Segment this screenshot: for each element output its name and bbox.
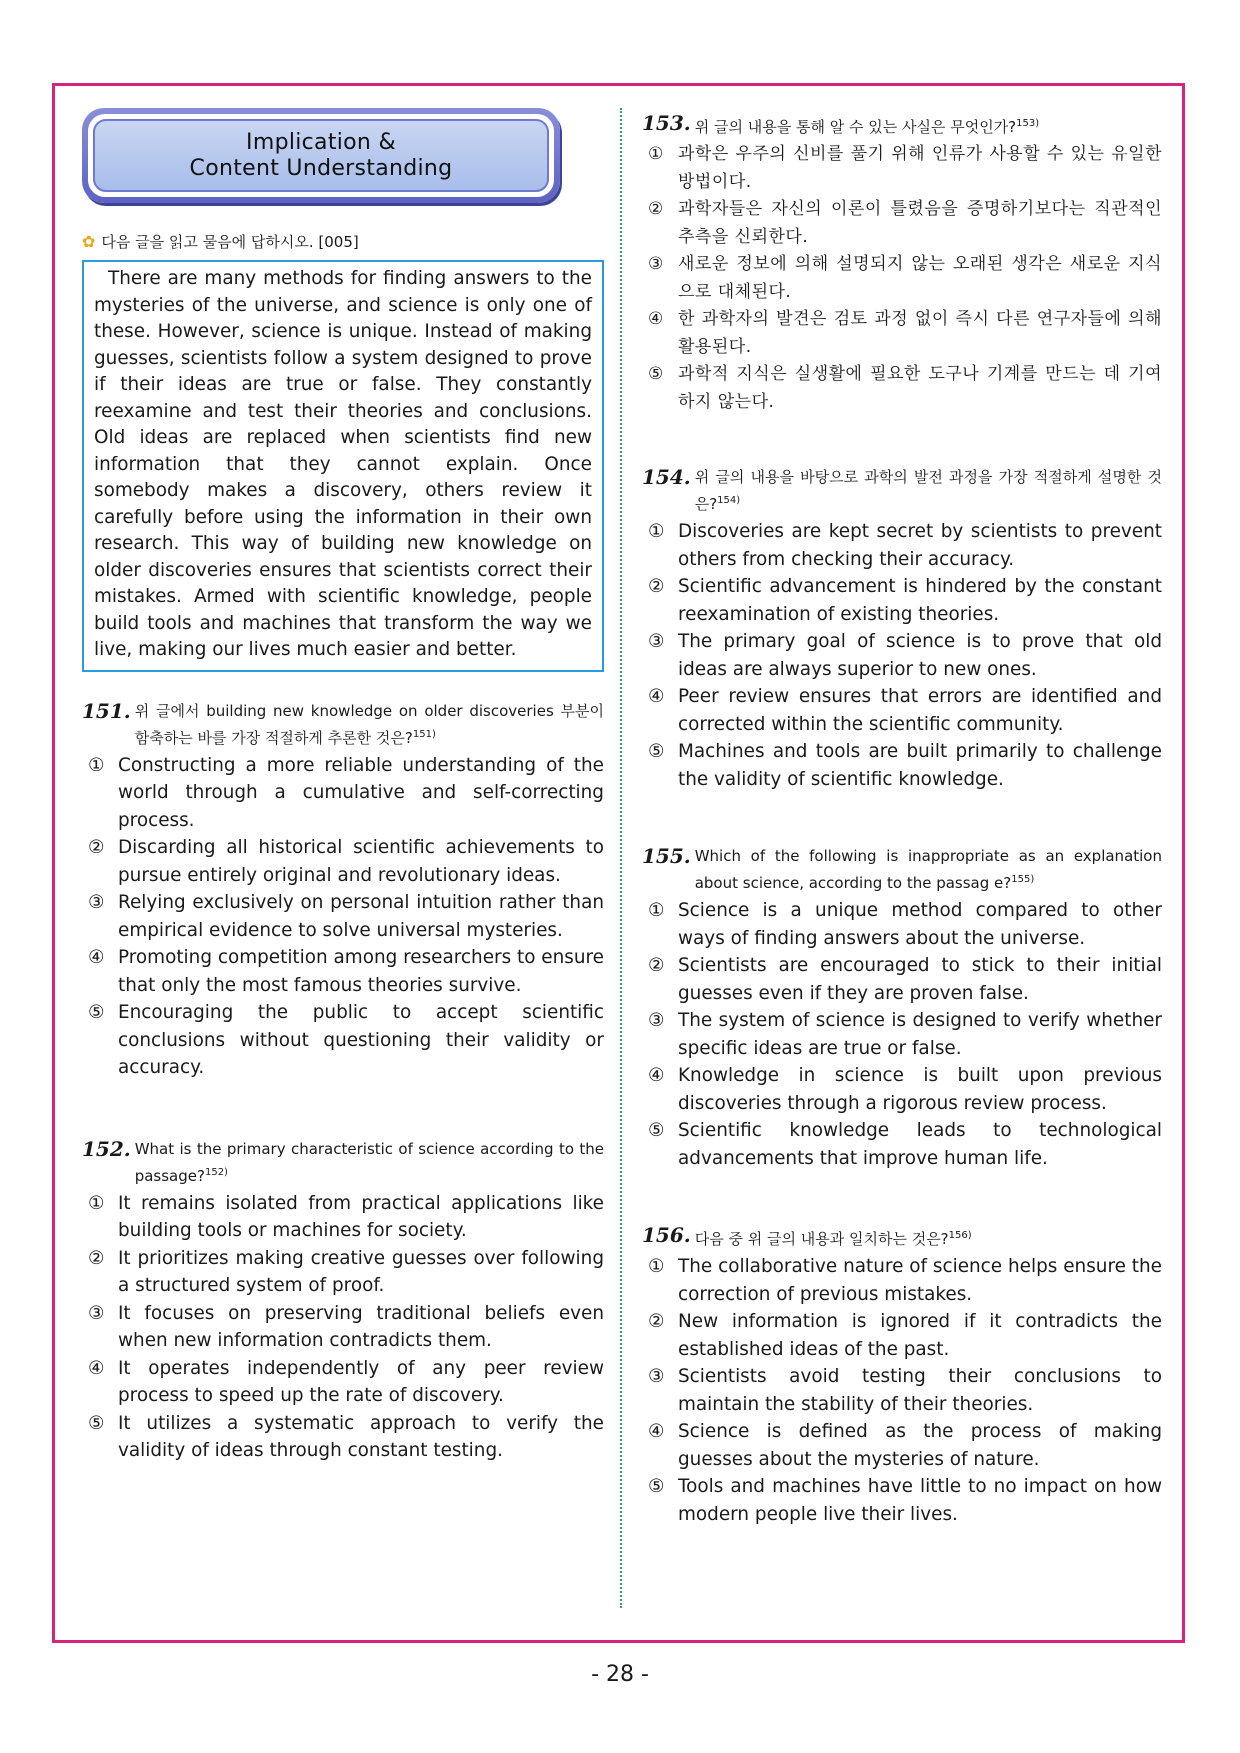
- answer-option: [642, 251, 1162, 306]
- option-marker: ①: [648, 521, 665, 542]
- section-banner: [82, 108, 560, 203]
- answer-option: [82, 1355, 604, 1410]
- question-stem: [642, 112, 1162, 139]
- answer-option: [642, 738, 1162, 793]
- option-text: 새로운 정보에 의해 설명되지 않는 오래된 생각은 새로운 지식으로 대체된다.: [678, 254, 1162, 302]
- question-text: 위 글의 내용을 통해 알 수 있는 사실은 무엇인가?: [694, 118, 1017, 136]
- footnote-ref: 155): [1011, 874, 1035, 885]
- footnote-ref: 153): [1016, 118, 1040, 129]
- question-text: 위 글의 내용을 바탕으로 과학의 발전 과정을 가장 적절하게 설명한 것은?: [694, 468, 1162, 513]
- option-text: Promoting competition among researchers to ensure that only the most famous theories survive.: [118, 947, 604, 996]
- option-marker: ①: [648, 900, 665, 921]
- option-text: Machines and tools are built primarily to challenge the validity of scientific knowledge.: [678, 741, 1162, 790]
- option-text: It operates independently of any peer review process to speed up the rate of discovery.: [118, 1357, 604, 1406]
- question-text-wrap: [135, 1138, 604, 1188]
- answer-option: [642, 952, 1162, 1007]
- option-text: Scientists avoid testing their conclusions to maintain the stability of their theories.: [678, 1366, 1162, 1415]
- option-marker: ②: [648, 199, 664, 219]
- answer-option: [642, 306, 1162, 361]
- option-marker: ⑤: [88, 1412, 105, 1434]
- answer-option: [642, 141, 1162, 196]
- answer-option: [642, 1117, 1162, 1172]
- option-text: It focuses on preserving traditional beliefs even when new information contradicts them.: [118, 1302, 604, 1351]
- banner-line-1: Implication &: [246, 129, 396, 155]
- option-text: Scientists are encouraged to stick to their initial guesses even if they are proven false.: [678, 955, 1162, 1004]
- question-text-wrap: [695, 1224, 1162, 1251]
- answer-option: [82, 1300, 604, 1355]
- option-text: New information is ignored if it contradicts the established ideas of the past.: [678, 1311, 1162, 1360]
- instruction: [82, 231, 604, 252]
- banner-line-2: Content Understanding: [189, 155, 453, 181]
- option-marker: ③: [648, 631, 665, 652]
- instruction-text: 다음 글을 읽고 물음에 답하시오. [005]: [101, 233, 359, 251]
- column-divider: [620, 108, 622, 1608]
- option-marker: ⑤: [648, 1120, 665, 1141]
- answer-option: [82, 889, 604, 944]
- answer-option: [642, 1007, 1162, 1062]
- answer-option: [642, 897, 1162, 952]
- footnote-ref: 156): [948, 1230, 972, 1241]
- question-153: [642, 112, 1162, 416]
- answer-option: [82, 1245, 604, 1300]
- option-marker: ⑤: [648, 741, 665, 762]
- answer-option: [642, 518, 1162, 573]
- option-marker: ④: [648, 309, 664, 329]
- question-stem: [642, 466, 1162, 516]
- question-number: 153.: [642, 111, 691, 135]
- option-text: Peer review ensures that errors are identified and corrected within the scientific community.: [678, 686, 1162, 735]
- answer-option: [82, 1190, 604, 1245]
- option-text: 과학은 우주의 신비를 풀기 위해 인류가 사용할 수 있는 유일한 방법이다.: [678, 144, 1162, 192]
- footnote-ref: 152): [204, 1166, 228, 1178]
- question-number: 156.: [642, 1223, 691, 1247]
- option-marker: ⑤: [88, 1002, 105, 1023]
- options-list: [642, 518, 1162, 793]
- option-marker: ①: [648, 1256, 665, 1277]
- question-number: 152.: [82, 1136, 131, 1161]
- question-text-wrap: [695, 845, 1162, 895]
- option-marker: ③: [648, 1366, 665, 1387]
- option-text: Discarding all historical scientific achievements to pursue entirely original and revolutionary ideas.: [118, 837, 604, 886]
- question-number: 154.: [642, 465, 691, 489]
- options-list: [82, 1190, 604, 1465]
- question-151: [82, 700, 604, 1082]
- question-text-wrap: [695, 466, 1162, 516]
- answer-option: [82, 752, 604, 835]
- flower-icon: ✿: [82, 232, 96, 251]
- option-text: It prioritizes making creative guesses over following a structured system of proof.: [118, 1247, 604, 1296]
- page-number: - 28 -: [591, 1662, 649, 1687]
- option-text: Encouraging the public to accept scientific conclusions without questioning their validity or accuracy.: [118, 1002, 604, 1078]
- option-marker: ④: [648, 686, 665, 707]
- question-154: [642, 466, 1162, 793]
- option-marker: ⑤: [648, 1476, 665, 1497]
- answer-option: [642, 1418, 1162, 1473]
- answer-option: [642, 573, 1162, 628]
- option-text: 과학자들은 자신의 이론이 틀렸음을 증명하기보다는 직관적인 추측을 신뢰한다.: [678, 199, 1162, 247]
- option-marker: ⑤: [648, 364, 664, 384]
- question-152: [82, 1138, 604, 1465]
- options-list: [642, 1253, 1162, 1528]
- option-text: Knowledge in science is built upon previous discoveries through a rigorous review process.: [678, 1065, 1162, 1114]
- option-marker: ④: [88, 1357, 105, 1379]
- option-marker: ④: [648, 1065, 665, 1086]
- option-text: Science is a unique method compared to other ways of finding answers about the universe.: [678, 900, 1162, 949]
- option-text: Discoveries are kept secret by scientists to prevent others from checking their accuracy.: [678, 521, 1162, 570]
- footnote-ref: 154): [717, 495, 741, 506]
- question-number: 151.: [82, 698, 131, 723]
- options-list: [82, 752, 604, 1082]
- option-marker: ③: [88, 892, 105, 913]
- option-marker: ④: [648, 1421, 665, 1442]
- question-stem: [82, 1138, 604, 1188]
- answer-option: [642, 683, 1162, 738]
- question-number: 155.: [642, 844, 691, 868]
- passage-text: There are many methods for finding answers to the mysteries of the universe, and science is only one of these. However, science is unique. Instead of making guesses, scientists follow a system designed to prove if their ideas are true or false. They constantly reexamine and test their theories and conclusions. Old ideas are replaced when scientists find new information that they cannot explain. Once somebody makes a discovery, others review it carefully before using the information in their own research. This way of building new knowledge on older discoveries ensures that scientists correct their mistakes. Armed with scientific knowledge, people build tools and machines that transform the way we live, making our lives much easier and better.: [94, 268, 592, 660]
- option-marker: ②: [88, 837, 105, 858]
- options-list: [642, 141, 1162, 416]
- question-155: [642, 845, 1162, 1172]
- question-text-wrap: [695, 112, 1162, 139]
- answer-option: [642, 628, 1162, 683]
- option-marker: ③: [648, 1010, 665, 1031]
- option-marker: ②: [648, 576, 665, 597]
- option-marker: ①: [88, 754, 105, 776]
- question-text: 다음 중 위 글의 내용과 일치하는 것은?: [694, 1230, 949, 1248]
- question-stem: [642, 1224, 1162, 1251]
- answer-option: [82, 834, 604, 889]
- option-marker: ①: [648, 144, 664, 164]
- answer-option: [82, 1410, 604, 1465]
- question-text: What is the primary characteristic of science according to the passage?: [134, 1139, 604, 1185]
- reading-passage: [82, 260, 604, 672]
- question-stem: [82, 700, 604, 750]
- option-text: Science is defined as the process of making guesses about the mysteries of nature.: [678, 1421, 1162, 1470]
- answer-option: [642, 1363, 1162, 1418]
- option-marker: ④: [88, 947, 105, 968]
- option-text: The primary goal of science is to prove that old ideas are always superior to new ones.: [678, 631, 1162, 680]
- option-text: It utilizes a systematic approach to verify the validity of ideas through constant testing.: [118, 1412, 604, 1461]
- answer-option: [642, 1253, 1162, 1308]
- option-text: The collaborative nature of science helps ensure the correction of previous mistakes.: [678, 1256, 1162, 1305]
- option-text: 한 과학자의 발견은 검토 과정 없이 즉시 다른 연구자들에 의해 활용된다.: [678, 309, 1162, 357]
- option-text: Scientific knowledge leads to technological advancements that improve human life.: [678, 1120, 1162, 1169]
- answer-option: [642, 196, 1162, 251]
- option-marker: ①: [88, 1192, 105, 1214]
- options-list: [642, 897, 1162, 1172]
- option-marker: ②: [648, 1311, 665, 1332]
- question-text: 위 글에서 building new knowledge on older discoveries 부분이 함축하는 바를 가장 적절하게 추론한 것은?: [134, 701, 604, 747]
- option-marker: ③: [648, 254, 664, 274]
- answer-option: [642, 1062, 1162, 1117]
- option-text: The system of science is designed to verify whether specific ideas are true or false.: [678, 1010, 1162, 1059]
- answer-option: [642, 361, 1162, 416]
- option-text: 과학적 지식은 실생활에 필요한 도구나 기계를 만드는 데 기여하지 않는다.: [678, 364, 1162, 412]
- option-text: It remains isolated from practical applications like building tools or machines for society.: [118, 1192, 604, 1241]
- left-column: [82, 108, 604, 1465]
- question-text-wrap: [135, 700, 604, 750]
- right-column: [642, 112, 1162, 1528]
- answer-option: [82, 999, 604, 1082]
- option-text: Constructing a more reliable understanding of the world through a cumulative and self-correcting process.: [118, 754, 604, 831]
- question-156: [642, 1224, 1162, 1528]
- option-marker: ②: [88, 1247, 105, 1269]
- option-text: Relying exclusively on personal intuition rather than empirical evidence to solve universal mysteries.: [118, 892, 604, 941]
- answer-option: [642, 1473, 1162, 1528]
- option-marker: ③: [88, 1302, 105, 1324]
- answer-option: [642, 1308, 1162, 1363]
- option-text: Tools and machines have little to no impact on how modern people live their lives.: [678, 1476, 1162, 1525]
- footnote-ref: 151): [412, 728, 436, 740]
- question-stem: [642, 845, 1162, 895]
- question-text: Which of the following is inappropriate as an explanation about science, according to the passag e?: [694, 847, 1162, 892]
- option-text: Scientific advancement is hindered by the constant reexamination of existing theories.: [678, 576, 1162, 625]
- option-marker: ②: [648, 955, 665, 976]
- answer-option: [82, 944, 604, 999]
